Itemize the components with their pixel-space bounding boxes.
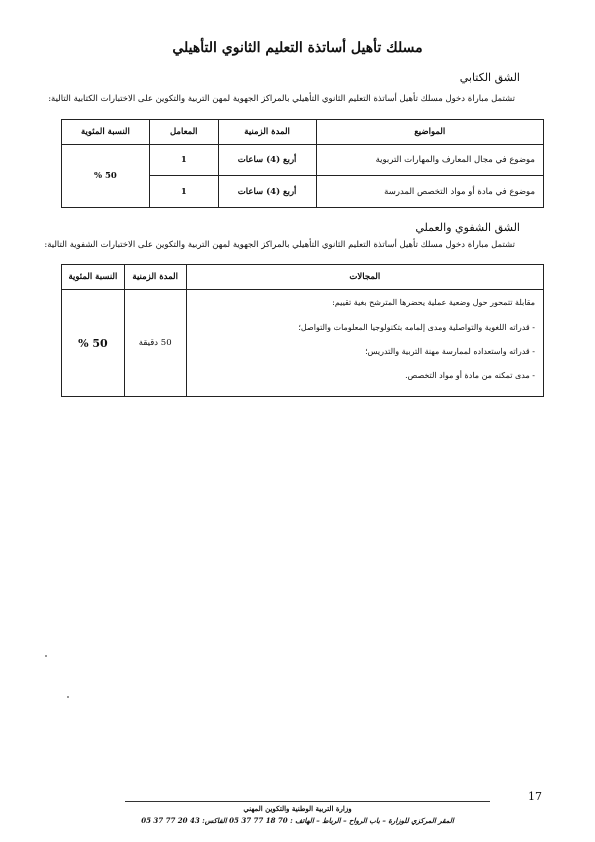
duration-cell: 50 دقيقة [124,290,186,397]
fields-cell [186,290,543,397]
table-header-row [62,265,544,290]
percentage-cell: 50 % [62,145,150,208]
table-row [62,145,544,176]
scan-speck [67,696,69,698]
page-number: 17 [528,790,542,803]
header-topics: المواضيع [316,120,543,145]
page-title: مسلك تأهيل أساتذة التعليم الثانوي التأهيلي [172,40,423,56]
header-duration: المدة الزمنية [218,120,316,145]
footer-address: المقر المركزي للوزارة – باب الرواح – الرباط – الهاتف : 70 18 77 37 05 الفاكس: 43 20 77 37 05 [141,816,454,825]
list-item: - قدراته اللغوية والتواصلية ومدى إلمامه بتكنولوجيا المعلومات والتواصل؛ [298,323,535,332]
written-section-heading: الشق الكتابي [459,71,520,84]
coefficient-cell: 1 [149,176,218,208]
list-item: - قدراته واستعداده لممارسة مهنة التربية والتدريس؛ [365,347,535,356]
footer-ministry: وزارة التربية الوطنية والتكوين المهني [243,804,352,813]
oral-section-heading: الشق الشفوي والعملي [415,221,520,234]
topic-cell: موضوع في مجال المعارف والمهارات التربوية [316,145,543,176]
fields-lead: مقابلة تتمحور حول وضعية عملية يحضرها المترشح بغية تقييم: [332,298,535,307]
header-duration: المدة الزمنية [124,265,186,290]
duration-cell: أربع (4) ساعات [218,145,316,176]
list-item: - مدى تمكنه من مادة أو مواد التخصص. [405,371,535,380]
written-exams-table [61,119,544,208]
oral-exams-table [61,264,544,397]
table-row [62,290,544,397]
oral-intro: تشتمل مباراة دخول مسلك تأهيل أساتذة التعليم الثانوي التأهيلي بالمراكز الجهوية لمهن التربية والتكوين على الاختبارات الشفوية التالية: [44,240,515,250]
header-percentage: النسبة المئوية [62,120,150,145]
header-percentage: النسبة المئوية [62,265,125,290]
coefficient-cell: 1 [149,145,218,176]
duration-cell: أربع (4) ساعات [218,176,316,208]
topic-cell: موضوع في مادة أو مواد التخصص المدرسة [316,176,543,208]
percentage-cell: 50 % [62,290,125,397]
header-fields: المجالات [186,265,543,290]
scan-speck [45,655,47,657]
table-header-row [62,120,544,145]
written-intro: تشتمل مباراة دخول مسلك تأهيل أساتذة التعليم الثانوي التأهيلي بالمراكز الجهوية لمهن التربية والتكوين على الاختبارات الكتابية التالية: [48,94,515,104]
header-coefficient: المعامل [149,120,218,145]
footer-divider [125,801,490,802]
